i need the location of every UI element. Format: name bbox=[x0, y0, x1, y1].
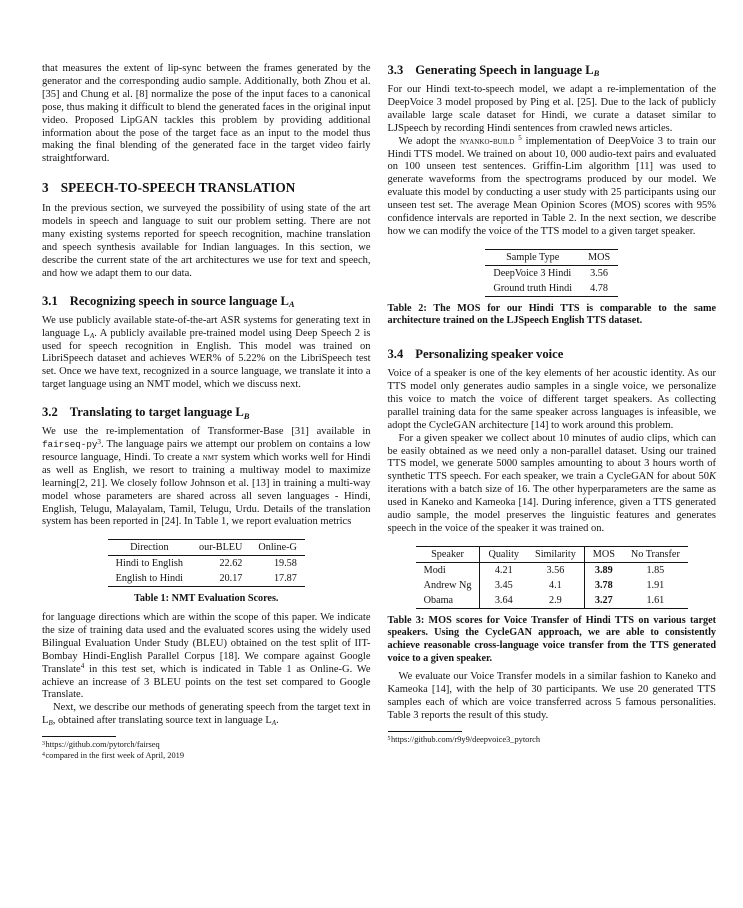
table-row bbox=[108, 556, 305, 572]
cell: 3.89 bbox=[594, 564, 613, 576]
footnote-marker: 4 bbox=[42, 751, 45, 758]
left-column bbox=[42, 63, 371, 890]
column-header: Sample Type bbox=[506, 251, 560, 263]
paragraph-lipgan-continuation: that measures the extent of lip-sync between the frames generated by the generator and the corresponding audio sample. Additionally, both Zhou et al. [35] and Chung et al. [8] normalize the pose of the input faces to a canonical pose, thus making it difficult to blend the generated faces in the original input video. Proposed LipGAN tackles this problem by providing additional information about the pose of the target face as an input to the model thus making the final blending of the generated face in the target video fairly straightforward. bbox=[42, 63, 371, 165]
cell: 22.62 bbox=[219, 558, 243, 570]
table-header-row bbox=[416, 546, 688, 562]
cell: 4.1 bbox=[527, 578, 584, 593]
cell: English to Hindi bbox=[115, 573, 183, 585]
cell: Andrew Ng bbox=[416, 578, 480, 593]
footnote-rule bbox=[388, 731, 462, 732]
footnote-marker: 3 bbox=[42, 740, 45, 747]
right-column bbox=[388, 63, 717, 890]
column-header: Quality bbox=[488, 548, 520, 560]
footnote-text: https://github.com/r9y9/deepvoice3_pytorch bbox=[390, 734, 541, 744]
subsection-title: Personalizing speaker voice bbox=[415, 347, 564, 362]
column-header: MOS bbox=[592, 548, 615, 560]
cell: DeepVoice 3 Hindi bbox=[493, 267, 572, 279]
cell: 3.56 bbox=[527, 562, 584, 578]
cell: 3.78 bbox=[594, 579, 613, 591]
section-number: 3 bbox=[42, 180, 49, 196]
section-title: SPEECH-TO-SPEECH TRANSLATION bbox=[60, 180, 296, 196]
column-header: Speaker bbox=[416, 546, 480, 562]
footnote-marker: 5 bbox=[387, 735, 391, 742]
paragraph-nmt: We use the re-implementation of Transformer-Base [31] available in fairseq-$py^3$. The language pairs we attempt our problem on contains a low resource language, Hindi. To create a nmt system which works well for Hindi as well as English, we resort to training a multiway model to maximize learning[2, 21]. We closely follow Johnson et al. [13] in training a multi-way model whose parameters are shared across all seven languages - Hindi, English, Telugu, Malayalam, Tamil, Telugu, Urdu. Details of the translation system has been reported in [24]. In Table 1, we report evaluation metrics bbox=[42, 426, 371, 528]
paragraph-asr: We use publicly available state-of-the-art ASR systems for generating text in language $L_A$. A publicly available pre-trained model using Deep Speech 2 is used for speech recognition in English. This model was trained on LibriSpeech dataset and achieves WER% of 5.22% on the LibriSpeech test set. Once we have text, recognized in a source language, we translate it into a target language using an NMT model, which we discuss next. bbox=[42, 314, 371, 391]
cell: 1.91 bbox=[646, 579, 665, 591]
cell: 1.61 bbox=[646, 594, 665, 606]
section-3-4-heading bbox=[388, 347, 717, 362]
cell: 17.87 bbox=[273, 573, 297, 585]
cell: Hindi to English bbox=[115, 558, 183, 570]
paragraph-tts-training: We adopt the nyanko-build $^5$ implementation of DeepVoice 3 to train our Hindi TTS model. We trained on about 10, 000 audio-text pairs and evaluated on 100 unseen test sentences. Griffin-Lim algorithm [11] was used to generate waveforms from the spectrograms produced by our model. We evaluate this model by conducting a user study with 25 participants using our unseen test set. The average Mean Opinion Scores (MOS) scores with 95% confidence intervals are reported in Table 2. In the next section, we describe how we can modify the voice of the TTS model to a given target speaker. bbox=[387, 134, 716, 237]
footnote-4 bbox=[42, 751, 371, 762]
table-header-row bbox=[485, 249, 618, 265]
subsection-number: 3.2 bbox=[42, 405, 58, 420]
table-row bbox=[485, 281, 618, 297]
table-row bbox=[416, 593, 688, 609]
footnote-5 bbox=[388, 735, 717, 746]
cell: 19.58 bbox=[273, 558, 297, 570]
footnote-text: https://github.com/pytorch/fairseq bbox=[45, 740, 160, 750]
cell: 1.85 bbox=[646, 564, 665, 576]
table-header-row bbox=[108, 540, 305, 556]
column-header: Online-G bbox=[258, 542, 297, 554]
subsection-title: Recognizing speech in source language $L_A$ bbox=[69, 293, 295, 310]
paragraph-section3-intro: In the previous section, we surveyed the possibility of using state of the art models in speech and language to suit our problem setting. There are not many existing systems reported for speech recognition, machine translation and speech synthesis available for Indian languages. In this section, we describe the current state of the art architectures we use for text and speech, and how we adapt them to our data. bbox=[42, 203, 371, 279]
cell: 3.56 bbox=[590, 267, 608, 279]
cell: Modi bbox=[416, 562, 480, 578]
section-3-2-heading bbox=[42, 405, 371, 420]
paragraph-next-steps: Next, we describe our methods of generating speech from the target text in $L_B$, obtained after translating source text in language $L_A$. bbox=[42, 702, 371, 728]
section-3-1-heading bbox=[42, 294, 371, 309]
footnote-rule bbox=[42, 736, 116, 737]
cell: 3.64 bbox=[494, 594, 513, 606]
cell: 3.27 bbox=[594, 594, 613, 606]
column-header: our-BLEU bbox=[199, 542, 243, 554]
table-row bbox=[416, 578, 688, 593]
cell: 3.45 bbox=[494, 579, 513, 591]
footnote-3 bbox=[42, 740, 371, 751]
column-header: No Transfer bbox=[630, 548, 680, 560]
table-3-caption: Table 3: MOS scores for Voice Transfer of Hindi TTS on various target speakers. Using the CycleGAN approach, we are able to consistently achieve reasonable cross-language voice transfer from the TTS generated voice to a given speaker. bbox=[387, 614, 716, 664]
subsection-title: Generating Speech in language $L_B$ bbox=[415, 63, 600, 79]
table-row bbox=[108, 571, 305, 587]
table-row bbox=[416, 562, 688, 578]
footnotes-right bbox=[388, 731, 717, 746]
table-2-mos bbox=[485, 249, 618, 297]
subsection-title: Translating to target language $L_B$ bbox=[69, 405, 250, 421]
subsection-number: 3.1 bbox=[42, 293, 58, 308]
cell: 4.78 bbox=[590, 282, 608, 294]
subsection-number: 3.3 bbox=[387, 63, 404, 77]
paragraph-cyclegan: For a given speaker we collect about 10 minutes of audio clips, which can be easily obtained as we need only a non-parallel dataset. Using our trained TTS model, we generate 5000 samples amounting to about 3 hours worth of synthetic TTS speech. For each speaker, we train a CycleGAN for about 50K iterations with a batch size of 16. The other hyperparameters are the same as used in Kaneko and Kameoka [14]. During inference, given a TTS generated audio sample, the model preserves the linguistic features and generates speech in the voice of the speaker it was trained on. bbox=[387, 432, 716, 534]
cell: 2.9 bbox=[527, 593, 584, 609]
cell: 4.21 bbox=[494, 564, 513, 576]
cell: Obama bbox=[416, 593, 480, 609]
paragraph-tts-intro: For our Hindi text-to-speech model, we adapt a re-implementation of the DeepVoice 3 model proposed by Ping et al. [25]. Due to the lack of publicly available large scale dataset for Hindi, we curate a dataset similar to LJSpeech by recording Hindi sentences from crawled news articles. bbox=[387, 84, 716, 134]
table-2-caption: Table 2: The MOS for our Hindi TTS is comparable to the same architecture trained on the LJSpeech English TTS dataset. bbox=[387, 302, 716, 327]
column-header: MOS bbox=[588, 251, 611, 263]
footnote-text: compared in the first week of April, 2019 bbox=[45, 750, 185, 760]
table-1-nmt-scores bbox=[108, 539, 305, 587]
section-3-heading bbox=[42, 180, 371, 196]
paragraph-voice-transfer-eval: We evaluate our Voice Transfer models in a similar fashion to Kaneko and Kameoka [14], with the help of 30 participants. We use 20 generated TTS samples each of which are voice transferred across 5 famous personalities. Table 3 reports the result of this study. bbox=[387, 671, 716, 721]
footnotes-left bbox=[42, 736, 371, 762]
table-1-caption: Table 1: NMT Evaluation Scores. bbox=[134, 593, 279, 605]
column-header: Direction bbox=[130, 542, 169, 554]
paragraph-voice-intro: Voice of a speaker is one of the key elements of her acoustic identity. As our TTS model only generates audio samples in a single voice, we personalize this voice to match the voice of different target speakers. As collecting parallel training data for the same speaker across languages is infeasible, we adopt the CycleGAN architecture [14] to work around this problem. bbox=[387, 368, 716, 431]
section-3-3-heading bbox=[388, 63, 717, 78]
paragraph-bleu-comparison: for language directions which are within the scope of this paper. We indicate the size of training data used and the evaluated scores using the widely used Bilingual Evaluation Under Study (BLEU) obtained on the test split of IIT-Bombay Hindi-English Parallel Corpus [18]. We compare against Google Translate$^4$ in this test set, which is indicated in Table 1 as Online-G. We achieve an increase of 3 BLEU points on the test set compared to Google Translate. bbox=[42, 611, 371, 701]
table-row bbox=[485, 265, 618, 281]
cell: Ground truth Hindi bbox=[493, 282, 573, 294]
subsection-number: 3.4 bbox=[387, 347, 404, 362]
column-header: Similarity bbox=[527, 546, 584, 562]
cell: 20.17 bbox=[219, 573, 243, 585]
table-3-voice-transfer bbox=[416, 546, 688, 609]
